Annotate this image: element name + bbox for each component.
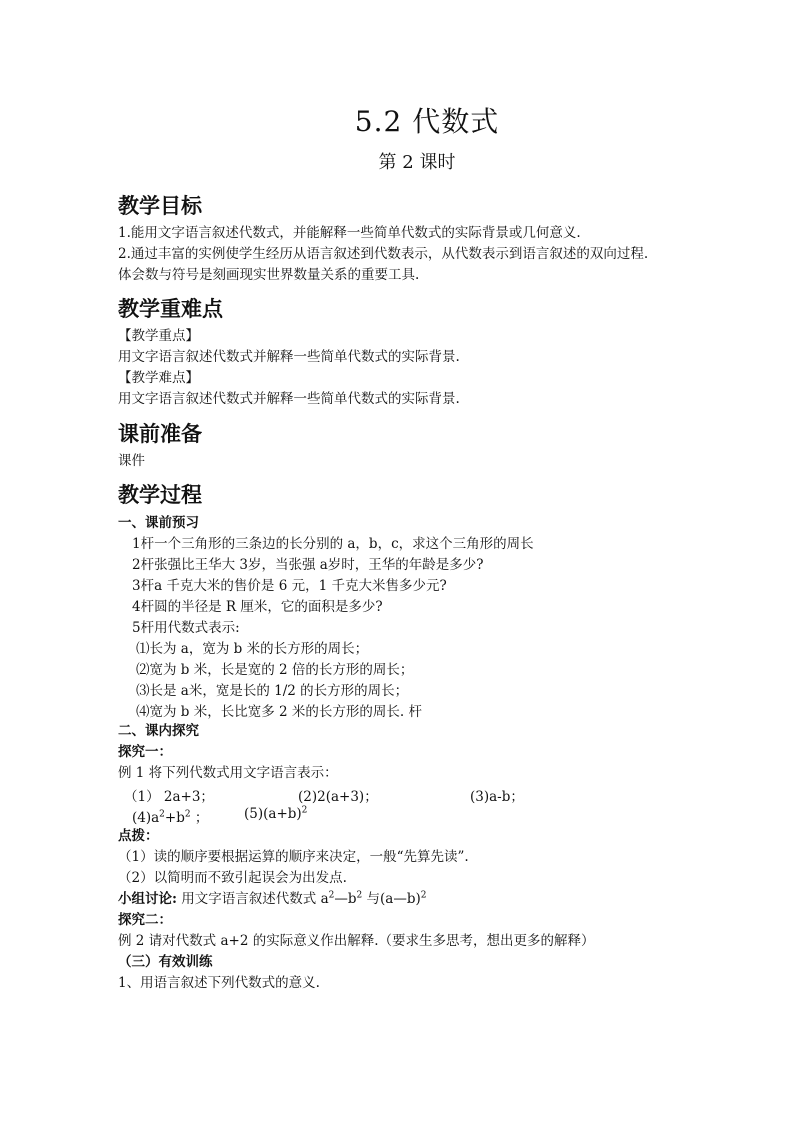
tip-2: （2）以简明而不致引起误会为出发点. xyxy=(118,870,347,886)
question-5-1: ⑴长为 a，宽为 b 米的长方形的周长； xyxy=(136,641,369,657)
question-5-3: ⑶长是 a米，宽是长的 1/2 的长方形的周长； xyxy=(136,683,409,699)
group-label: 小组讨论: xyxy=(118,891,177,907)
example-1: 例 1 将下列代数式用文字语言表示： xyxy=(118,765,338,781)
goal-line-1: 1.能用文字语言叙述代数式，并能解释一些简单代数式的实际背景或几何意义. xyxy=(118,225,581,241)
example-1-e-text: (5)(a+b) xyxy=(244,806,302,822)
example-1-a: （1） 2a+3； xyxy=(124,789,214,805)
example-1-d-post: ； xyxy=(190,810,209,826)
part1-title: 一、课前预习 xyxy=(118,515,199,531)
explore2-label: 探究二： xyxy=(118,912,172,928)
group-discussion xyxy=(118,890,427,908)
group-text-pre: 用文字语言叙述代数式 a xyxy=(176,891,329,907)
superscript-2: 2 xyxy=(301,805,308,816)
prep-heading: 课前准备 xyxy=(118,421,202,446)
page-subtitle: 第 2 课时 xyxy=(378,152,456,173)
tip-label: 点拨： xyxy=(118,828,159,844)
goal-line-3: 体会数与符号是刻画现实世界数量关系的重要工具. xyxy=(118,267,420,283)
superscript-2: 2 xyxy=(328,890,335,901)
superscript-2: 2 xyxy=(420,890,427,901)
training-1: 1、用语言叙述下列代数式的意义. xyxy=(118,975,320,991)
example-1-e xyxy=(244,806,307,822)
group-text-post: 与(a—b) xyxy=(362,891,421,907)
part3-title: （三）有效训练 xyxy=(118,954,213,970)
example-1-b: (2)2(a+3)； xyxy=(298,789,378,805)
question-5-4: ⑷宽为 b 米，长比宽多 2 米的长方形的周长. 杆 xyxy=(136,704,422,720)
superscript-2: 2 xyxy=(356,890,363,901)
superscript-2: 2 xyxy=(159,809,165,820)
process-heading: 教学过程 xyxy=(118,482,202,507)
difficulty-label: 【教学难点】 xyxy=(118,370,199,386)
prep-text: 课件 xyxy=(118,453,145,469)
difficulty-text: 用文字语言叙述代数式并解释一些简单代数式的实际背景. xyxy=(118,391,460,407)
keypoints-heading: 教学重难点 xyxy=(118,296,223,321)
question-3: 3杆a 千克大米的售价是 6 元，1 千克大米售多少元? xyxy=(132,578,447,594)
question-1: 1杆一个三角形的三条边的长分别的 a，b，c，求这个三角形的周长 xyxy=(132,536,534,552)
group-text-mid: —b xyxy=(334,891,357,907)
example-1-d-pre: (4)a xyxy=(132,810,160,826)
superscript-2: 2 xyxy=(184,809,191,820)
explore1-label: 探究一： xyxy=(118,744,172,760)
example-1-d-mid: +b xyxy=(164,810,185,826)
example-2: 例 2 请对代数式 a+2 的实际意义作出解释.（要求生多思考，想出更多的解释） xyxy=(118,933,595,949)
goal-line-2: 2.通过丰富的实例使学生经历从语言叙述到代数表示，从代数表示到语言叙述的双向过程. xyxy=(118,246,649,262)
question-2: 2杆张强比王华大 3岁，当张强 a岁时，王华的年龄是多少? xyxy=(132,557,484,573)
question-5-2: ⑵宽为 b 米，长是宽的 2 倍的长方形的周长； xyxy=(136,662,414,678)
part2-title: 二、课内探究 xyxy=(118,723,199,739)
focus-text: 用文字语言叙述代数式并解释一些简单代数式的实际背景. xyxy=(118,349,460,365)
focus-label: 【教学重点】 xyxy=(118,328,199,344)
question-5: 5杆用代数式表示: xyxy=(132,620,240,636)
example-1-c: (3)a-b； xyxy=(470,789,524,805)
tip-1: （1）读的顺序要根据运算的顺序来决定，一般“先算先读”. xyxy=(118,849,469,865)
question-4: 4杆圆的半径是 R 厘米，它的面积是多少? xyxy=(132,599,383,615)
example-1-d xyxy=(132,806,208,826)
goals-heading: 教学目标 xyxy=(118,193,202,218)
page-title: 5.2 代数式 xyxy=(354,105,500,138)
